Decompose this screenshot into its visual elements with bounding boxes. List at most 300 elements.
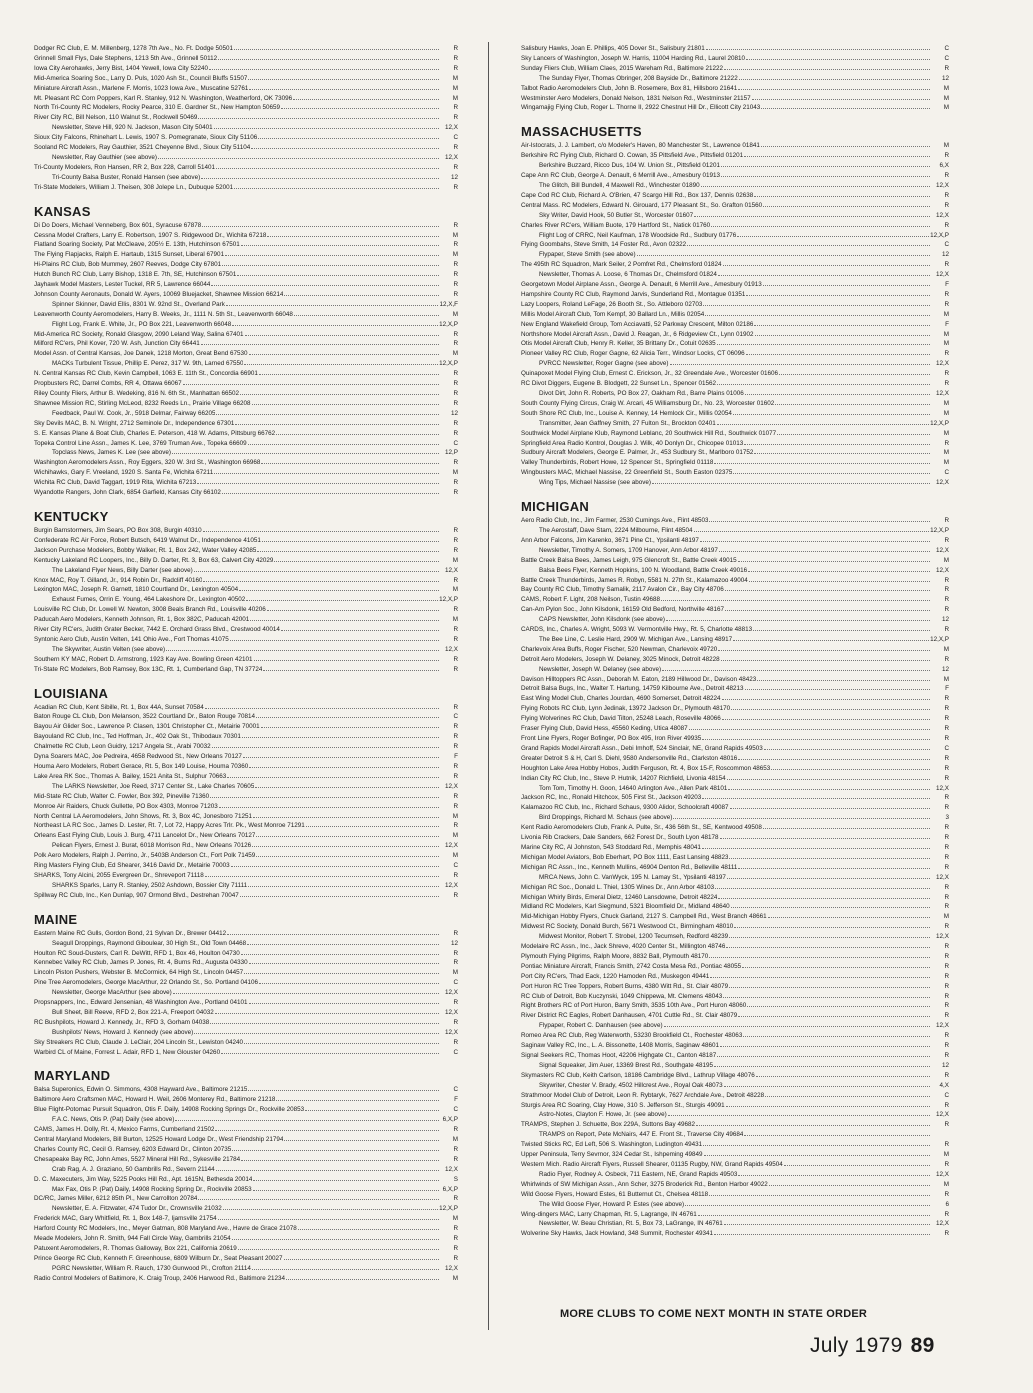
newsletter-entry (521, 1219, 949, 1229)
club-entry (521, 141, 949, 151)
activity-code: R (944, 1210, 949, 1218)
club-entry (521, 774, 949, 784)
dot-leader (249, 958, 439, 964)
entry-text: Salisbury Hawks, Joan E. Phillips, 405 Dover St., Salisbury 21801 (521, 45, 705, 52)
dot-leader (263, 665, 439, 671)
dot-leader (668, 1110, 930, 1116)
entry-text: Pioneer Valley RC Club, Roger Gagne, 62 Alicia Terr., Windsor Locks, CT 06096 (521, 350, 745, 358)
entry-text: East Wing Model Club, Charles Jourdan, 4690 Somerset, Detroit 48224 (521, 695, 721, 703)
activity-code: R (944, 804, 949, 812)
activity-code: 12,X,P (439, 320, 458, 328)
dot-leader (714, 1061, 930, 1067)
newsletter-entry (34, 300, 458, 310)
activity-code: R (453, 772, 458, 780)
entry-text: Newsletter, Joseph W. Delaney (see above) (539, 665, 662, 673)
club-entry (521, 516, 949, 526)
newsletter-entry (521, 873, 949, 883)
entry-text: Lexington MAC, Joseph R. Garnett, 1810 Courtland Dr., Lexington 40504 (34, 586, 239, 594)
club-entry (34, 330, 458, 340)
entry-text: The Wild Goose Flyer, Howard P. Estes (see above) (539, 1200, 685, 1208)
activity-code: R (453, 163, 458, 171)
dot-leader (248, 439, 439, 445)
dot-leader (237, 270, 439, 276)
activity-code: R (944, 586, 949, 594)
club-entry (521, 1140, 949, 1150)
entry-text: Meade Modelers, John R. Smith, 944 Fall Circle Way, Gambrills 21054 (34, 1235, 231, 1243)
club-entry (521, 260, 949, 270)
dot-leader (715, 883, 930, 889)
activity-code: R (944, 764, 949, 772)
activity-code: M (943, 675, 949, 683)
entry-text: Grinnell Small Flys, Dale Stephens, 1213 5th Ave., Grinnell 50112 (34, 54, 218, 62)
dot-leader (249, 762, 439, 768)
entry-text: Topclass News, James K. Lee (see above) (52, 449, 171, 457)
dot-leader (210, 1018, 439, 1024)
entry-text: Feedback, Paul W. Cook, Jr., 5918 Delmar, Fairway 66205 (52, 409, 216, 417)
entry-text: Hi-Plains RC Club, Bob Mummey, 2607 Reeves, Dodge City 67801 (34, 261, 222, 269)
newsletter-entry (34, 1028, 458, 1038)
entry-text: Newsletter, Timothy A. Somers, 1709 Hanover, Ann Arbor 48197 (539, 546, 718, 554)
activity-code: M (452, 1215, 458, 1223)
dot-leader (727, 774, 930, 780)
activity-code: R (944, 843, 949, 851)
club-entry (34, 1085, 458, 1095)
activity-code: R (453, 792, 458, 800)
club-entry (521, 962, 949, 972)
entry-text: CARDS, Inc., Charles A. Wright, 5093 W. Vermontville Hwy., Rt. 5, Charlotte 48813 (521, 626, 753, 634)
club-entry (34, 369, 458, 379)
newsletter-entry (521, 813, 949, 823)
entry-text: Newsletter, W. Beau Christian, Rt. 5, Box 73, LaGrange, IN 46761 (539, 1220, 723, 1228)
entry-text: Wichihawks, Gary F. Vreeland, 1920 S. Santa Fe, Wichita 67211 (34, 469, 214, 477)
activity-code: R (453, 891, 458, 899)
dot-leader (689, 724, 930, 730)
club-list (521, 141, 949, 488)
activity-code: R (453, 1155, 458, 1163)
activity-code: M (943, 399, 949, 407)
club-entry (521, 793, 949, 803)
club-entry (521, 379, 949, 389)
entry-text: Divot Dirt, John R. Roberts, PO Box 27, Oakham Rd., Barre Plains 01006 (539, 390, 744, 397)
dot-leader (701, 181, 930, 187)
dot-leader (709, 1190, 930, 1196)
club-entry (521, 714, 949, 724)
activity-code: R (453, 536, 458, 544)
activity-code: R (453, 45, 458, 52)
newsletter-entry (521, 231, 949, 241)
club-entry (34, 44, 458, 54)
club-entry (34, 576, 458, 586)
entry-text: Whirlwinds of SW Michigan Assn., Ann Scher, 3275 Broderick Rd., Benton Harbor 49022 (521, 1180, 768, 1188)
club-entry (521, 883, 949, 893)
activity-code: R (453, 655, 458, 663)
activity-code: R (944, 172, 949, 180)
dot-leader (212, 742, 439, 748)
activity-code: R (944, 863, 949, 871)
entry-text: Livonia Rib Crackers, Dale Sanders, 662 Forest Dr., South Lyon 48178 (521, 834, 719, 842)
entry-text: RC Bushpilots, Howard J. Kennedy, Jr., RFD 3, Gorham 04038 (34, 1018, 210, 1026)
entry-text: Di Do Doers, Michael Venneberg, Box 601, Syracuse 67878 (34, 221, 202, 229)
dot-leader (210, 792, 439, 798)
dot-leader (743, 1031, 930, 1037)
club-entry (521, 754, 949, 764)
club-entry (34, 536, 458, 546)
dot-leader (306, 821, 439, 827)
activity-code: C (453, 713, 458, 721)
activity-code: R (453, 271, 458, 279)
dot-leader (218, 54, 439, 60)
entry-text: Kentucky Lakeland RC Loopers, Inc., Billy D. Darter, Rt. 3, Box 63, Calvert City 42029 (34, 556, 274, 564)
dot-leader (257, 546, 439, 552)
activity-code: 12,X (936, 546, 949, 554)
activity-code: 12,X (936, 360, 949, 368)
entry-text: Milford RC'ers, Phil Kover, 720 W. Ash, Junction City 66441 (34, 340, 200, 348)
entry-text: Midland RC Modelers, Karl Siegmund, 5321 Bloomfield Dr., Midland 48640 (521, 903, 730, 911)
dot-leader (723, 992, 930, 998)
entry-text: Midwest Monitor, Robert T. Strobel, 1200 Tecumseh, Redford 48239 (539, 933, 729, 941)
activity-code: R (453, 429, 458, 437)
newsletter-entry (521, 784, 949, 794)
club-entry (521, 982, 949, 992)
club-entry (521, 330, 949, 340)
dot-leader (216, 409, 439, 415)
entry-text: Bushpilots' News, Howard J. Kennedy (see above) (52, 1028, 194, 1036)
activity-code: 12 (941, 74, 949, 82)
club-entry (34, 399, 458, 409)
dot-leader (749, 576, 930, 582)
activity-code: M (943, 449, 949, 457)
entry-text: The LARKS Newsletter, Joe Reed, 3717 Center St., Lake Charles 70605 (52, 782, 255, 790)
activity-code: F (945, 281, 949, 289)
newsletter-entry (34, 1008, 458, 1018)
dot-leader (739, 74, 930, 80)
entry-text: Michigan RC Soc., Donald L. Thiel, 1305 Wines Dr., Ann Arbor 48103 (521, 883, 715, 891)
dot-leader (172, 448, 439, 454)
activity-code: 12 (450, 409, 458, 417)
club-entry (34, 1194, 458, 1204)
club-entry (521, 655, 949, 665)
club-entry (521, 1041, 949, 1051)
dot-leader (721, 161, 930, 167)
activity-code: R (453, 1225, 458, 1233)
entry-text: Battle Creek Thunderbirds, James R. Robyn, 5581 N. 27th St., Kalamazoo 49004 (521, 576, 748, 584)
entry-text: Signal Seekers RC, Thomas Hoot, 42206 Highgate Ct., Canton 48187 (521, 1052, 717, 1059)
newsletter-entry (521, 478, 949, 488)
dot-leader (720, 1041, 930, 1047)
dot-leader (173, 988, 439, 994)
dot-leader (748, 566, 930, 572)
club-entry (521, 556, 949, 566)
entry-text: Paducah Aero Modelers, Kenneth Johnson, Rt. 1, Box 382C, Paducah 42001 (34, 616, 250, 624)
dot-leader (293, 94, 439, 100)
entry-text: Houghton Lake Area Hobby Hobos, Judith Ferguson, Rt. 4, Box 15-F, Roscommon 48653 (521, 764, 771, 772)
entry-text: RC Club of Detroit, Bob Kuczynski, 1049 Chippewa, Mt. Clemens 48043 (521, 992, 723, 1000)
entry-text: Sky Writer, David Hook, 50 Butler St., Worcester 01607 (539, 211, 694, 219)
entry-text: Grand Rapids Model Aircraft Assn., Debi Imhoff, 524 Sinclair, NE, Grand Rapids 49503 (521, 744, 763, 752)
entry-text: Wing-dingers MAC, Larry Chapman, Rt. 5, Lagrange, IN 46761 (521, 1210, 697, 1218)
entry-text: Otis Model Aircraft Club, Henry R. Keller, 35 Brittany Dr., Cotuit 02635 (521, 340, 716, 348)
activity-code: M (452, 469, 458, 477)
club-entry (34, 1048, 458, 1058)
activity-code: M (452, 231, 458, 239)
activity-code: M (452, 310, 458, 318)
entry-text: Model Assn. of Central Kansas, Joe Danek, 1218 Morton, Great Bend 67530 (34, 350, 248, 358)
activity-code: R (944, 596, 949, 604)
state-heading: MASSACHUSETTS (521, 124, 642, 140)
newsletter-entry (34, 1185, 458, 1195)
dot-leader (284, 1254, 439, 1260)
entry-text: Port Huron RC Tree Toppers, Robert Burns, 4380 Witt Rd., St. Clair 48079 (521, 982, 729, 990)
entry-text: Bay County RC Club, Timothy Samalik, 2117 Avalon Cir., Bay City 48706 (521, 586, 724, 594)
newsletter-entry (34, 566, 458, 576)
dot-leader (244, 1038, 439, 1044)
dot-leader (209, 64, 439, 70)
entry-text: New England Wakefield Group, Tom Acciavatti, 52 Parkway Crescent, Milton 02186 (521, 320, 754, 328)
activity-code: R (453, 104, 458, 112)
entry-text: The Glitch, Bill Bundell, 4 Maxwell Rd., Winchester 01890 (539, 181, 700, 189)
entry-text: Eastern Maine RC Gulls, Gordon Bond, 21 Sylvan Dr., Brewer 04412 (34, 929, 227, 937)
activity-code: R (453, 526, 458, 534)
state-section (521, 125, 949, 488)
entry-text: Central Maryland Modelers, Bill Burton, 12525 Howard Lodge Dr., West Friendship 21794 (34, 1136, 284, 1143)
dot-leader (253, 1175, 439, 1181)
activity-code: 12,X (936, 566, 949, 574)
club-entry (34, 1125, 458, 1135)
entry-text: Sky Lancers of Washington, Joseph W. Harris, 11004 Harding Rd., Laurel 20810 (521, 54, 746, 62)
entry-text: Lake Area RK Soc., Thomas A. Bailey, 1521 Anita St., Sulphur 70663 (34, 772, 227, 780)
dot-leader (756, 1071, 930, 1077)
activity-code: M (943, 459, 949, 467)
dot-leader (725, 585, 930, 591)
club-entry (521, 399, 949, 409)
club-entry (34, 998, 458, 1008)
dot-leader (222, 488, 439, 494)
entry-text: Sky Streakers RC Club, Claude J. LeClair, 204 Lincoln St., Lewiston 04240 (34, 1038, 243, 1046)
entry-text: Dodger RC Club, E. M. Millenberg, 1278 7th Ave., No. Ft. Dodge 50501 (34, 45, 234, 52)
state-section (521, 500, 949, 1239)
dot-leader (763, 201, 930, 207)
club-entry (34, 1145, 458, 1155)
newsletter-entry (521, 359, 949, 369)
dot-leader (719, 546, 930, 552)
activity-code: 12 (941, 616, 949, 624)
dot-leader (218, 1214, 439, 1220)
dot-leader (769, 1180, 930, 1186)
entry-text: Knox MAC, Roy T. Gilland, Jr., 914 Robin Dr., Radcliff 40160 (34, 576, 203, 584)
dot-leader (294, 310, 439, 316)
entry-text: SHARKS, Tony Alcini, 2055 Evergreen Dr., Shreveport 71118 (34, 871, 204, 879)
club-entry (34, 1018, 458, 1028)
entry-text: Michigan Model Aviators, Bob Eberhart, PO Box 1111, East Lansing 48823 (521, 853, 729, 861)
activity-code: R (453, 743, 458, 751)
entry-text: Louisville RC Club, Dr. Lowell W. Newton, 3008 Beals Branch Rd., Louisville 40206 (34, 606, 266, 614)
dot-leader (744, 1130, 930, 1136)
dot-leader (249, 84, 439, 90)
newsletter-entry (34, 123, 458, 133)
dot-leader (227, 929, 439, 935)
activity-code: R (453, 390, 458, 397)
activity-code: 12,X (445, 1028, 458, 1036)
entry-text: MRCA News, John C. VanWyck, 195 N. Lamay St., Ypsilanti 48197 (539, 873, 726, 881)
activity-code: 12 (450, 173, 458, 181)
club-entry (521, 902, 949, 912)
activity-code: 12,X,P (930, 635, 949, 643)
dot-leader (254, 655, 439, 661)
activity-code: 12,X (445, 1264, 458, 1272)
newsletter-entry (34, 841, 458, 851)
club-entry (34, 240, 458, 250)
activity-code: R (453, 399, 458, 407)
dot-leader (700, 536, 930, 542)
activity-code: R (453, 370, 458, 378)
club-entry (521, 300, 949, 310)
entry-text: Right Brothers RC of Port Huron, Barry Smith, 3535 10th Ave., Port Huron 48060 (521, 1002, 747, 1010)
activity-code: 12 (941, 665, 949, 673)
entry-text: Modelaire RC Assn., Inc., Jack Shreve, 4020 Center St., Millington 48746 (521, 943, 726, 951)
dot-leader (746, 349, 930, 355)
dot-leader (745, 684, 931, 690)
club-entry (34, 1254, 458, 1264)
club-entry (34, 143, 458, 153)
activity-code: R (944, 1190, 949, 1198)
entry-text: Northeast LA RC Soc., James D. Lester, Rt. 7, Lot 72, Happy Acres Trlr. Pk., West Monroe 71291 (34, 822, 305, 830)
entry-text: Ann Arbor Falcons, Jim Karenko, 3671 Pine Ct., Ypsilanti 48197 (521, 536, 699, 544)
dot-leader (703, 300, 930, 306)
dot-leader (729, 932, 930, 938)
activity-code: R (453, 665, 458, 673)
entry-text: The Sunday Flyer, Thomas Obringer, 208 Bayside Dr., Baltimore 21222 (539, 74, 738, 82)
dot-leader (250, 615, 439, 621)
club-entry (34, 260, 458, 270)
dot-leader (241, 1155, 439, 1161)
activity-code: R (944, 705, 949, 713)
newsletter-entry (34, 939, 458, 949)
dot-leader (652, 478, 930, 484)
activity-code: R (944, 1012, 949, 1020)
activity-code: 12,X (936, 873, 949, 881)
entry-text: Saginaw Valley RC, Inc., L. A. Bissonette, 1408 Morris, Saginaw 48601 (521, 1042, 719, 1050)
entry-text: Sunday Fliers Club, William Claes, 2015 Wareham Rd., Baltimore 21222 (521, 64, 724, 72)
activity-code: R (453, 763, 458, 770)
dot-leader (754, 191, 930, 197)
club-entry (521, 191, 949, 201)
dot-leader (738, 754, 930, 760)
dot-leader (696, 1120, 930, 1126)
dot-leader (252, 841, 439, 847)
activity-code: R (453, 733, 458, 741)
entry-text: Newsletter, Steve Hill, 920 N. Jackson, Mason City 50401 (52, 124, 213, 132)
activity-code: F (945, 685, 949, 693)
newsletter-entry (521, 1200, 949, 1210)
club-entry (34, 389, 458, 399)
activity-code: R (944, 972, 949, 980)
dot-leader (724, 1081, 930, 1087)
entry-text: Syntonic Aero Club, Austin Velten, 141 Ohio Ave., Fort Thomas 41075 (34, 635, 229, 643)
entry-text: Tri-State Modelers, William J. Theisen, 308 Jolepe Ln., Dubuque 52001 (34, 183, 234, 191)
entry-text: Frederick MAC, Gary Whitfield, Rt. 1, Box 148-7, Ijamsville 21754 (34, 1215, 217, 1223)
entry-text: SHARKS Sparks, Larry R. Stanley, 2502 Ashdown, Bossier City 71111 (52, 881, 248, 889)
activity-code: 12,X (936, 1220, 949, 1228)
club-entry (521, 448, 949, 458)
entry-text: Baltimore Aero Craftsmen MAC, Howard H. Weil, 2606 Monterey Rd., Baltimore 21218 (34, 1096, 276, 1104)
dot-leader (203, 576, 439, 582)
activity-code: R (453, 871, 458, 879)
entry-text: The Skywriter, Austin Velten (see above) (52, 645, 166, 653)
activity-code: R (453, 54, 458, 62)
dot-leader (175, 1115, 439, 1121)
activity-code: M (943, 142, 949, 150)
newsletter-entry (34, 782, 458, 792)
entry-text: Shawnee Mission RC, Stirling McLeod, 8232 Reeds Ln., Prairie Village 66208 (34, 399, 251, 407)
dot-leader (274, 556, 439, 562)
entry-text: Mid-America Soaring Soc., Larry D. Puls, 1020 Ash St., Council Bluffs 51507 (34, 74, 248, 82)
dot-leader (722, 694, 930, 700)
entry-text: S. E. Kansas Plane & Boat Club, Charles E. Peterson, 418 W. Adams, Pittsburg 66762 (34, 429, 276, 437)
club-entry (521, 843, 949, 853)
newsletter-entry (521, 1130, 949, 1140)
club-entry (34, 585, 458, 595)
club-entry (34, 871, 458, 881)
entry-text: Hampshire County RC Club, Raymond Jarvis, Sunderland Rd., Montague 01351 (521, 290, 746, 298)
dot-leader (232, 1145, 439, 1151)
entry-text: Quinapoxet Model Flying Club, Ernest C. Erickson, Jr., 32 Greendale Ave., Worcester 01606 (521, 370, 779, 378)
entry-text: Balsa Superonics, Edwin O. Simmons, 4308 Hayward Ave., Baltimore 21215 (34, 1086, 248, 1094)
newsletter-entry (34, 153, 458, 163)
club-entry (521, 290, 949, 300)
dot-leader (221, 1048, 439, 1054)
club-list (521, 44, 949, 113)
entry-text: Cessna Model Crafters, Larry E. Robertson, 1907 S. Ridgewood Dr., Wichita 67218 (34, 231, 267, 239)
activity-code: R (453, 144, 458, 152)
newsletter-entry (521, 389, 949, 399)
activity-code: C (944, 45, 949, 52)
dot-leader (717, 1051, 930, 1057)
activity-code: R (453, 459, 458, 467)
club-entry (34, 310, 458, 320)
dot-leader (731, 902, 930, 908)
entry-text: Radio Control Modelers of Baltimore, K. Craig Troup, 2406 Harwood Rd., Baltimore 21234 (34, 1274, 285, 1282)
dot-leader (754, 320, 930, 326)
entry-text: Southwick Model Airplane Klub, Raymond Leblanc, 20 Southwick Hill Rd., Southwick 01077 (521, 429, 777, 437)
entry-text: Jackson RC, Inc., Ronald Hitchcox, 505 First St., Jackson 49203 (521, 794, 702, 802)
newsletter-entry (34, 1115, 458, 1125)
activity-code: R (944, 992, 949, 1000)
activity-code: R (453, 723, 458, 731)
club-entry (521, 625, 949, 635)
entry-text: Central Mass. RC Modelers, Edward N. Girouard, 177 Pleasant St., So. Grafton 01560 (521, 201, 763, 209)
entry-text: Iowa City Aerohawks, Jerry Bist, 1404 Yewell, Iowa City 52240 (34, 64, 208, 72)
activity-code: R (453, 635, 458, 643)
activity-code: S (453, 1175, 458, 1183)
club-entry (521, 339, 949, 349)
dot-leader (205, 871, 439, 877)
activity-code: C (944, 54, 949, 62)
newsletter-entry (34, 320, 458, 330)
entry-text: Front Line Flyers, Roger Bofinger, PO Box 495, Iron River 49935 (521, 735, 702, 742)
entry-text: Monroe Air Raiders, Chuck Gullette, PO Box 4303, Monroe 71203 (34, 802, 218, 810)
dot-leader (276, 429, 439, 435)
entry-text: Bayou Air Glider Soc., Lawrence P. Clasen, 1301 Christopher Ct., Metairie 70001 (34, 723, 260, 731)
entry-text: Wingbusters MAC, Michael Nassise, 22 Greenfield St., South Easton 02375 (521, 469, 733, 477)
dot-leader (243, 752, 439, 758)
club-entry (34, 821, 458, 831)
dot-leader (253, 1185, 439, 1191)
dot-leader (717, 339, 930, 345)
entry-text: CAMS, James H. Dolly, Rt. 4, Mexico Farms, Cumberland 21502 (34, 1126, 215, 1134)
activity-code: 12,X,P (439, 1205, 458, 1213)
dot-leader (709, 952, 930, 958)
dot-leader (256, 831, 439, 837)
